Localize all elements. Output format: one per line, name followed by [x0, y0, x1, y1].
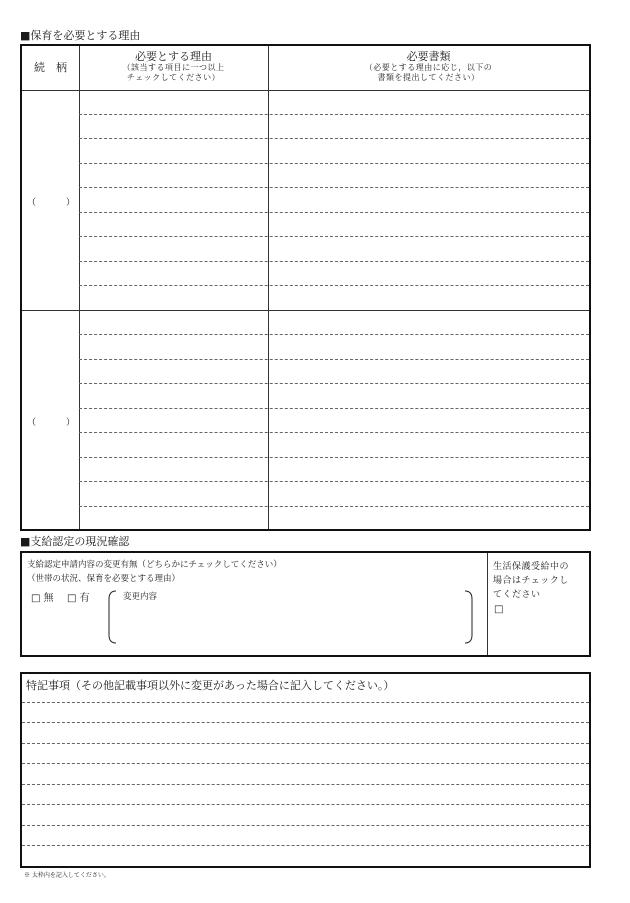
row-line	[79, 261, 589, 262]
header-divider	[22, 90, 589, 91]
row-line	[79, 506, 589, 507]
row-line	[79, 334, 589, 335]
change-question-sub: （世帯の状況、保育を必要とする理由）	[27, 574, 181, 584]
notes-line	[22, 825, 589, 826]
welfare-text-1: 生活保護受給中の	[493, 562, 570, 572]
row-line	[79, 481, 589, 482]
special-notes-box	[20, 672, 591, 868]
welfare-text-3: てください	[493, 590, 541, 600]
special-notes-title: 特記事項（その他記載事項以外に変更があった場合に記入してください。）	[26, 679, 395, 692]
row-line	[79, 187, 589, 188]
change-content-label: 変更内容	[123, 592, 158, 602]
change-question: 支給認定申請内容の変更有無（どちらかにチェックしてください）	[27, 560, 282, 570]
row-line	[79, 138, 589, 139]
bracket-shape	[107, 590, 474, 644]
row-line	[79, 163, 589, 164]
notes-line	[22, 702, 589, 703]
row-line	[79, 236, 589, 237]
notes-line	[22, 722, 589, 723]
footnote: ※ 太枠内を記入してください。	[24, 872, 110, 879]
block-divider	[22, 310, 589, 311]
status-divider	[487, 553, 488, 655]
notes-line	[22, 763, 589, 764]
notes-line	[22, 784, 589, 785]
row-line	[79, 285, 589, 286]
section-title-reasons: ■保育を必要とする理由	[20, 29, 141, 42]
row-line	[79, 457, 589, 458]
row-line	[79, 432, 589, 433]
section-title-status: ■支給認定の現況確認	[20, 535, 130, 548]
header-documents: 必要書類 （必要とする理由に応じ，以下の 書類を提出してください）	[364, 50, 493, 82]
header-relation: 続 柄	[34, 61, 67, 74]
relation-field-1[interactable]: （ ）	[27, 198, 76, 208]
status-box	[20, 551, 591, 657]
row-line	[79, 114, 589, 115]
option-yes-checkbox[interactable]: □ 有	[67, 593, 90, 604]
welfare-text-2: 場合はチェックし	[493, 576, 569, 586]
reasons-table	[20, 44, 591, 531]
welfare-checkbox[interactable]: □	[494, 604, 504, 615]
relation-field-2[interactable]: （ ）	[27, 418, 76, 428]
row-line	[79, 383, 589, 384]
header-reason: 必要とする理由 （該当する項目に一つ以上 チェックしてください）	[122, 50, 225, 82]
notes-line	[22, 845, 589, 846]
notes-line	[22, 804, 589, 805]
change-content-field[interactable]	[107, 590, 474, 644]
option-no-checkbox[interactable]: □ 無	[31, 593, 54, 604]
row-line	[79, 408, 589, 409]
row-line	[79, 359, 589, 360]
notes-line	[22, 743, 589, 744]
row-line	[79, 212, 589, 213]
